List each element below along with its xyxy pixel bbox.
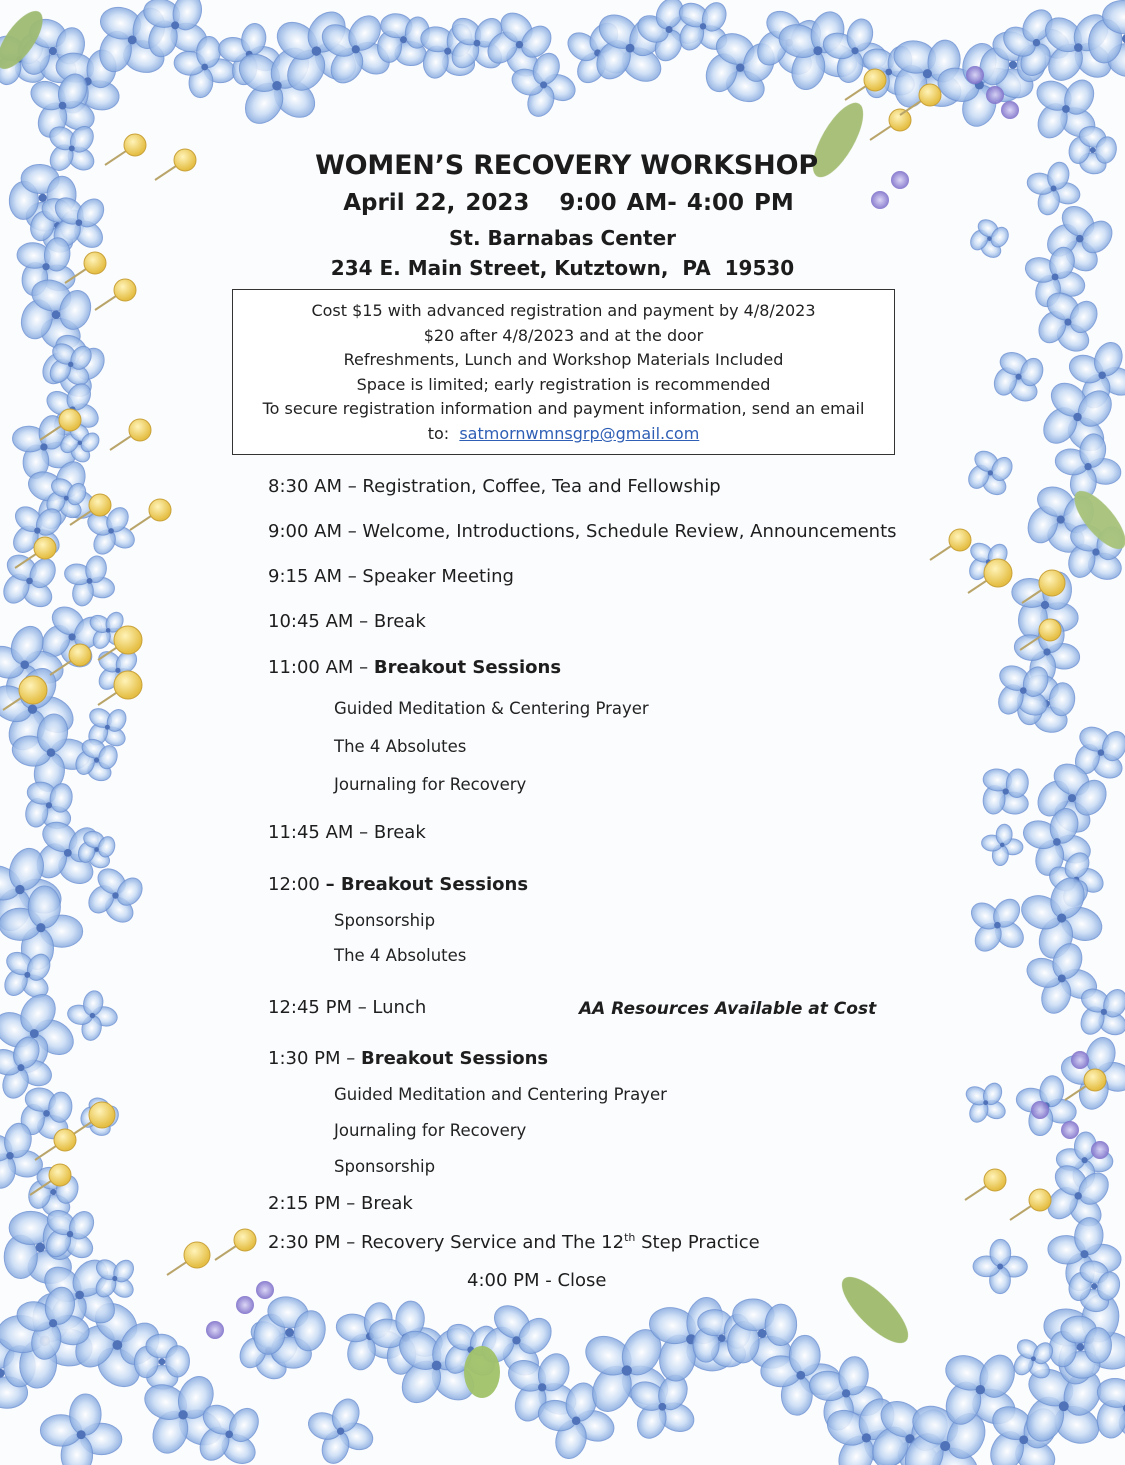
registration-info-box	[232, 289, 895, 455]
venue-name: St. Barnabas Center	[448, 226, 676, 250]
aa-resources-note: AA Resources Available at Cost	[579, 999, 877, 1019]
schedule-item-breakout-130	[268, 1048, 548, 1069]
recovery-service-text: 2:30 PM – Recovery Service and The 12	[268, 1232, 625, 1253]
venue-address: 234 E. Main Street, Kutztown, PA 19530	[330, 256, 795, 280]
event-date-time: April 22, 2023 9:00 AM- 4:00 PM	[343, 190, 794, 216]
step-practice-text: Step Practice	[635, 1232, 760, 1253]
schedule-item-break-1045: 10:45 AM – Break	[268, 611, 426, 632]
session-sponsorship: Sponsorship	[334, 911, 436, 930]
session-meditation: Guided Meditation and Centering Prayer	[334, 1085, 667, 1104]
breakout-label: Breakout Sessions	[360, 1048, 549, 1069]
email-instruction-line: To secure registration information and payment information, send an email	[262, 399, 865, 419]
included-line: Refreshments, Lunch and Workshop Materials Included	[343, 350, 784, 370]
schedule-item-breakout-1100	[268, 657, 561, 678]
session-journaling: Journaling for Recovery	[334, 775, 527, 794]
workshop-title: WOMEN’S RECOVERY WORKSHOP	[315, 150, 818, 181]
email-prefix: to:	[427, 423, 460, 443]
email-link[interactable]: satmornwmnsgrp@gmail.com	[459, 423, 700, 443]
breakout-label: Breakout Sessions	[373, 657, 562, 678]
schedule-item-speaker: 9:15 AM – Speaker Meeting	[268, 566, 514, 587]
schedule-item-welcome: 9:00 AM – Welcome, Introductions, Schedule Review, Announcements	[268, 521, 897, 542]
late-cost-line: $20 after 4/8/2023 and at the door	[423, 325, 704, 345]
cost-line: Cost $15 with advanced registration and payment by 4/8/2023	[311, 301, 816, 320]
schedule-item-registration: 8:30 AM – Registration, Coffee, Tea and Fellowship	[268, 476, 721, 497]
session-journaling: Journaling for Recovery	[334, 1121, 527, 1140]
breakout-time: 12:00	[268, 874, 326, 895]
schedule-item-breakout-1200	[268, 874, 528, 895]
breakout-label: – Breakout Sessions	[325, 874, 529, 895]
schedule-item-recovery-service	[268, 1231, 760, 1253]
breakout-time: 1:30 PM –	[268, 1048, 361, 1069]
schedule-item-break-215: 2:15 PM – Break	[268, 1193, 413, 1214]
schedule-item-lunch: 12:45 PM – Lunch	[268, 997, 427, 1018]
session-absolutes: The 4 Absolutes	[334, 946, 467, 965]
ordinal-suffix: th	[624, 1231, 636, 1244]
session-sponsorship: Sponsorship	[334, 1157, 436, 1176]
session-absolutes: The 4 Absolutes	[334, 737, 467, 756]
breakout-time: 11:00 AM –	[268, 657, 374, 678]
schedule-item-break-1145: 11:45 AM – Break	[268, 822, 426, 843]
session-meditation: Guided Meditation & Centering Prayer	[334, 699, 649, 718]
schedule-item-close: 4:00 PM - Close	[467, 1270, 607, 1291]
space-limited-line: Space is limited; early registration is recommended	[356, 374, 771, 394]
email-line	[233, 422, 894, 447]
